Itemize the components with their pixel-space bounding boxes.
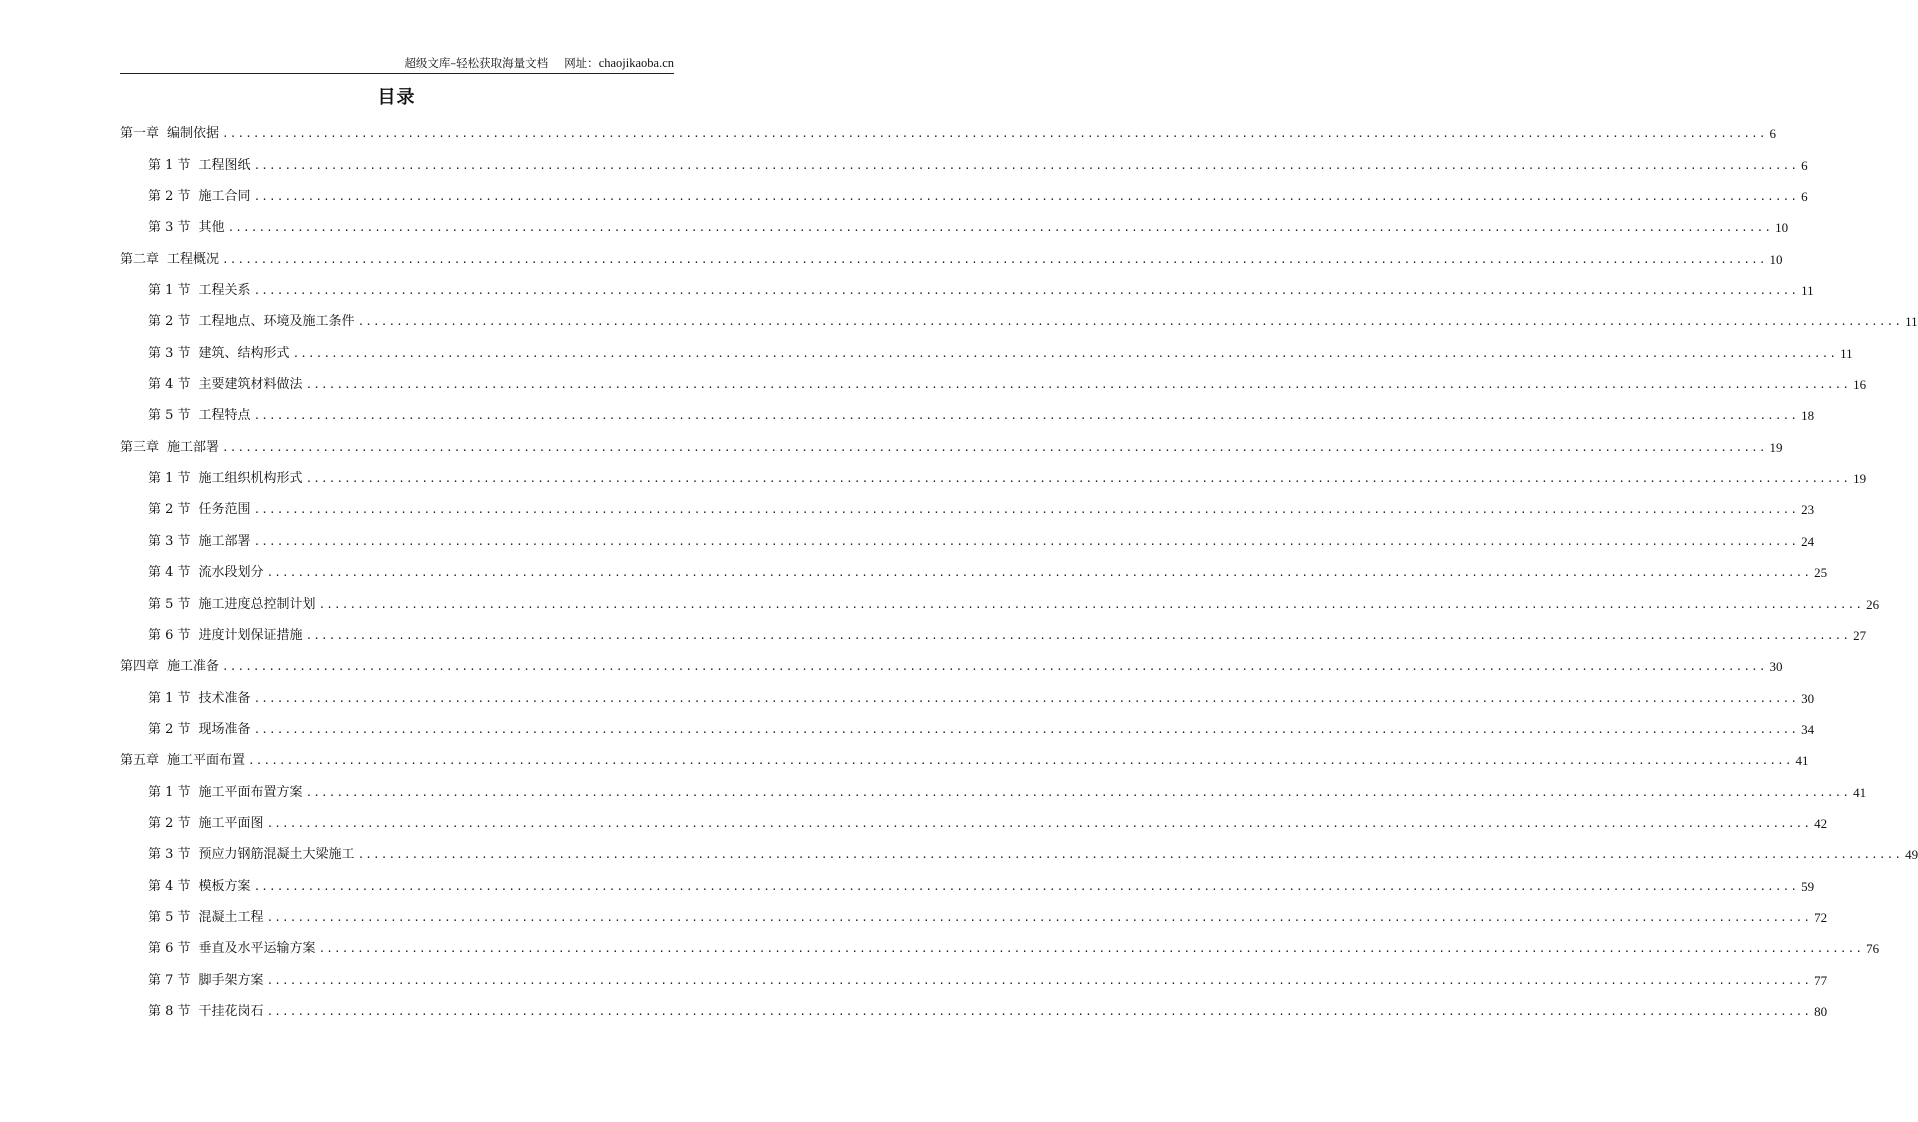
toc-entry-title: 工程特点 [198, 408, 251, 424]
toc-page-number: 80 [1814, 1003, 1828, 1019]
header-site-url[interactable]: chaojikaoba.cn [598, 56, 674, 70]
toc-page-number: 30 [1769, 659, 1783, 675]
toc-entry-label [148, 152, 251, 180]
toc-entry-label [148, 371, 303, 399]
toc-entry-label [148, 967, 264, 995]
toc-entry-number: 第 3 节 [148, 220, 191, 236]
toc-entry-label [148, 496, 251, 524]
toc-entry-label [120, 120, 219, 148]
toc-entry-title: 技术准备 [198, 690, 251, 706]
toc-entry-title: 任务范围 [198, 502, 251, 518]
toc-section-entry[interactable] [120, 869, 1815, 900]
toc-page-number: 6 [1801, 189, 1808, 205]
toc-section-entry[interactable] [120, 211, 1789, 242]
toc-entry-number: 第 2 节 [148, 721, 191, 737]
toc-entry-label [120, 653, 219, 681]
header-site [564, 56, 674, 70]
toc-entry-label [148, 998, 264, 1026]
toc-page-number: 30 [1801, 690, 1815, 706]
toc-entry-number: 第 3 节 [148, 847, 191, 863]
toc-entry-label [148, 685, 251, 713]
toc-chapter-entry[interactable] [120, 242, 1783, 273]
toc-page-number: 41 [1853, 784, 1867, 800]
toc-section-entry[interactable] [120, 619, 1867, 650]
toc-entry-number: 第五章 [120, 753, 160, 769]
toc-entry-title: 脚手架方案 [198, 972, 264, 988]
toc-entry-title: 流水段划分 [198, 565, 264, 581]
toc-entry-number: 第 5 节 [148, 408, 191, 424]
toc-section-entry[interactable] [120, 901, 1828, 932]
toc-dot-leader: ........................................................................................................................................................................................................ [318, 597, 1864, 611]
toc-section-entry[interactable] [120, 368, 1867, 399]
toc-entry-title: 施工合同 [198, 189, 251, 205]
toc-section-entry[interactable] [120, 713, 1815, 744]
toc-page-number: 24 [1801, 533, 1815, 549]
toc-entry-label [148, 402, 251, 430]
toc-dot-leader: ........................................................................................................................................................................................................ [253, 722, 1799, 736]
toc-entry-number: 第 3 节 [148, 345, 191, 361]
toc-section-entry[interactable] [120, 524, 1815, 555]
toc-dot-leader: ........................................................................................................................................................................................................ [222, 440, 1767, 454]
toc-entry-title: 工程地点、环境及施工条件 [198, 314, 355, 330]
toc-section-entry[interactable] [120, 995, 1828, 1026]
toc-page-number: 10 [1775, 220, 1789, 236]
toc-entry-number: 第 6 节 [148, 941, 191, 957]
toc-section-entry[interactable] [120, 493, 1815, 524]
toc-entry-title: 垂直及水平运输方案 [198, 941, 316, 957]
toc-section-entry[interactable] [120, 305, 1918, 336]
toc-entry-number: 第 2 节 [148, 502, 191, 518]
toc-entry-number: 第 6 节 [148, 627, 191, 643]
toc-page-number: 10 [1769, 251, 1783, 267]
toc-entry-number: 第三章 [120, 439, 160, 455]
toc-dot-leader: ........................................................................................................................................................................................................ [305, 472, 1851, 486]
toc-entry-label [120, 246, 219, 274]
toc-entry-label [148, 308, 355, 336]
toc-dot-leader: ........................................................................................................................................................................................................ [248, 754, 1793, 768]
toc-page-number: 16 [1853, 377, 1867, 393]
toc-entry-number: 第 2 节 [148, 815, 191, 831]
toc-page-number: 25 [1814, 565, 1828, 581]
toc-entry-label [148, 873, 251, 901]
toc-page-number: 76 [1866, 941, 1880, 957]
toc-entry-title: 编制依据 [167, 126, 220, 142]
toc-chapter-entry[interactable] [120, 650, 1783, 681]
toc-entry-number: 第 4 节 [148, 565, 191, 581]
toc-dot-leader: ........................................................................................................................................................................................................ [292, 346, 1838, 360]
toc-dot-leader: ........................................................................................................................................................................................................ [253, 879, 1799, 893]
toc-entry-label [120, 747, 245, 775]
toc-entry-label [148, 528, 251, 556]
toc-page-number: 11 [1905, 314, 1918, 330]
toc-entry-label [148, 716, 251, 744]
header-divider [120, 73, 674, 74]
toc-dot-leader: ........................................................................................................................................................................................................ [318, 942, 1864, 956]
toc-entry-title: 施工组织机构形式 [198, 471, 303, 487]
toc-entry-number: 第 5 节 [148, 596, 191, 612]
toc-entry-label [148, 904, 264, 932]
toc-dot-leader: ........................................................................................................................................................................................................ [305, 378, 1851, 392]
toc-entry-label [120, 434, 219, 462]
toc-entry-label [148, 183, 251, 211]
toc-entry-title: 工程概况 [167, 251, 220, 267]
toc-dot-leader: ........................................................................................................................................................................................................ [357, 848, 1903, 862]
table-of-contents [120, 117, 1918, 1026]
toc-section-entry[interactable] [120, 807, 1828, 838]
toc-entry-title: 工程关系 [198, 283, 251, 299]
toc-entry-number: 第 5 节 [148, 909, 191, 925]
toc-entry-number: 第 2 节 [148, 189, 191, 205]
toc-entry-title: 模板方案 [198, 878, 251, 894]
toc-entry-label [148, 841, 355, 869]
toc-dot-leader: ........................................................................................................................................................................................................ [227, 221, 1773, 235]
toc-entry-number: 第 1 节 [148, 690, 191, 706]
toc-dot-leader: ........................................................................................................................................................................................................ [305, 628, 1851, 642]
toc-entry-label [148, 591, 316, 619]
toc-entry-label [148, 340, 290, 368]
toc-dot-leader: ........................................................................................................................................................................................................ [266, 566, 1812, 580]
toc-entry-label [148, 935, 316, 963]
toc-page-number: 72 [1814, 909, 1828, 925]
toc-entry-title: 施工进度总控制计划 [198, 596, 316, 612]
toc-page-number: 11 [1840, 345, 1853, 361]
toc-dot-leader: ........................................................................................................................................................................................................ [305, 785, 1851, 799]
toc-dot-leader: ........................................................................................................................................................................................................ [222, 252, 1767, 266]
toc-page-number: 41 [1795, 753, 1809, 769]
toc-page-number: 18 [1801, 408, 1815, 424]
toc-section-entry[interactable] [120, 336, 1853, 367]
toc-entry-title: 现场准备 [198, 721, 251, 737]
toc-entry-number: 第 7 节 [148, 972, 191, 988]
toc-entry-title: 施工部署 [167, 439, 220, 455]
toc-entry-number: 第二章 [120, 251, 160, 267]
toc-entry-number: 第 1 节 [148, 471, 191, 487]
toc-dot-leader: ........................................................................................................................................................................................................ [266, 910, 1812, 924]
toc-entry-number: 第 4 节 [148, 377, 191, 393]
toc-entry-label [148, 214, 225, 242]
toc-section-entry[interactable] [120, 274, 1814, 305]
toc-dot-leader: ........................................................................................................................................................................................................ [253, 158, 1799, 172]
toc-page-number: 6 [1769, 126, 1777, 142]
toc-entry-title: 施工部署 [198, 533, 251, 549]
toc-section-entry[interactable] [120, 180, 1808, 211]
toc-page-number: 49 [1905, 847, 1918, 863]
toc-entry-title: 工程图纸 [198, 157, 251, 173]
toc-section-entry[interactable] [120, 838, 1918, 869]
toc-chapter-entry[interactable] [120, 117, 1777, 148]
toc-entry-number: 第 8 节 [148, 1003, 191, 1019]
toc-dot-leader: ........................................................................................................................................................................................................ [266, 1004, 1812, 1018]
toc-dot-leader: ........................................................................................................................................................................................................ [253, 691, 1799, 705]
toc-entry-label [148, 622, 303, 650]
toc-chapter-entry[interactable] [120, 744, 1809, 775]
toc-entry-title: 施工平面图 [198, 815, 264, 831]
toc-section-entry[interactable] [120, 932, 1880, 963]
toc-dot-leader: ........................................................................................................................................................................................................ [222, 660, 1767, 674]
toc-entry-title: 进度计划保证措施 [198, 627, 303, 643]
toc-entry-label [148, 779, 303, 807]
toc-entry-number: 第 4 节 [148, 878, 191, 894]
toc-page-number: 23 [1801, 502, 1815, 518]
toc-section-entry[interactable] [120, 399, 1815, 430]
toc-entry-title: 施工准备 [167, 659, 220, 675]
toc-page-number: 34 [1801, 721, 1815, 737]
toc-page-number: 26 [1866, 596, 1880, 612]
page-title: 目录 [377, 87, 416, 108]
toc-page-number: 19 [1853, 471, 1867, 487]
toc-entry-number: 第 1 节 [148, 784, 191, 800]
toc-page-number: 42 [1814, 815, 1828, 831]
toc-section-entry[interactable] [120, 963, 1828, 994]
header-site-label: 网址： [564, 56, 599, 70]
toc-section-entry[interactable] [120, 462, 1867, 493]
toc-entry-title: 施工平面布置 [167, 753, 246, 769]
toc-entry-label [148, 810, 264, 838]
toc-entry-title: 其他 [198, 220, 225, 236]
toc-entry-title: 干挂花岗石 [198, 1003, 264, 1019]
page-header [120, 55, 674, 73]
toc-page-number: 27 [1853, 627, 1867, 643]
toc-dot-leader: ........................................................................................................................................................................................................ [357, 315, 1903, 329]
toc-page-number: 19 [1769, 439, 1783, 455]
toc-dot-leader: ........................................................................................................................................................................................................ [266, 973, 1812, 987]
toc-page-number: 59 [1801, 878, 1815, 894]
toc-entry-label [148, 465, 303, 493]
header-brand: 超级文库–轻松获取海量文档 [404, 56, 549, 70]
toc-entry-title: 混凝土工程 [198, 909, 264, 925]
toc-entry-number: 第 3 节 [148, 533, 191, 549]
toc-page-number: 6 [1801, 157, 1808, 173]
toc-dot-leader: ........................................................................................................................................................................................................ [253, 534, 1799, 548]
toc-dot-leader: ........................................................................................................................................................................................................ [253, 503, 1799, 517]
toc-entry-title: 预应力钢筋混凝土大梁施工 [198, 847, 355, 863]
toc-section-entry[interactable] [120, 775, 1867, 806]
toc-entry-number: 第 1 节 [148, 157, 191, 173]
toc-page-number: 11 [1801, 283, 1814, 299]
toc-entry-number: 第 2 节 [148, 314, 191, 330]
toc-section-entry[interactable] [120, 681, 1815, 712]
toc-section-entry[interactable] [120, 587, 1880, 618]
toc-entry-title: 建筑、结构形式 [198, 345, 290, 361]
toc-entry-title: 施工平面布置方案 [198, 784, 303, 800]
toc-dot-leader: ........................................................................................................................................................................................................ [253, 284, 1799, 298]
toc-dot-leader: ........................................................................................................................................................................................................ [253, 409, 1799, 423]
toc-entry-label [148, 277, 251, 305]
toc-page-number: 77 [1814, 972, 1828, 988]
toc-section-entry[interactable] [120, 556, 1828, 587]
toc-chapter-entry[interactable] [120, 430, 1783, 461]
toc-entry-number: 第一章 [120, 126, 160, 142]
toc-entry-label [148, 559, 264, 587]
toc-dot-leader: ........................................................................................................................................................................................................ [266, 816, 1812, 830]
toc-dot-leader: ........................................................................................................................................................................................................ [253, 190, 1799, 204]
toc-entry-number: 第四章 [120, 659, 160, 675]
toc-section-entry[interactable] [120, 148, 1808, 179]
toc-entry-title: 主要建筑材料做法 [198, 377, 303, 393]
toc-entry-number: 第 1 节 [148, 283, 191, 299]
toc-dot-leader: ........................................................................................................................................................................................................ [222, 127, 1767, 141]
